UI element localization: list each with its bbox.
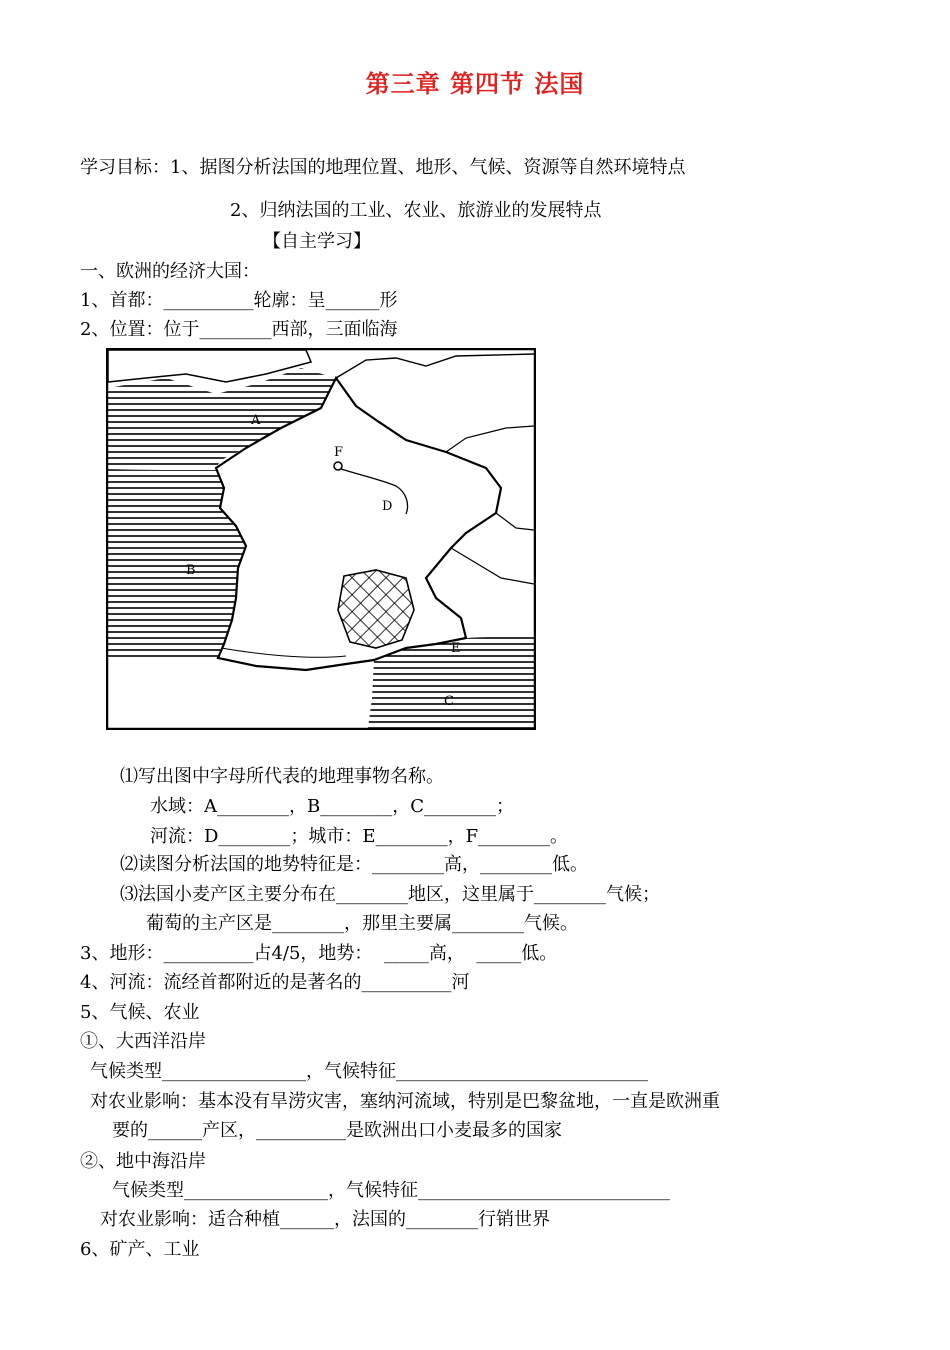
page-title: 第三章 第四节 法国 [365, 69, 585, 98]
map-label-b: B [186, 563, 196, 578]
question-2: 2、位置：位于________西部，三面临海 [80, 319, 398, 340]
question-6: 6、矿产、工业 [80, 1239, 200, 1260]
sub-question-2: ⑵读图分析法国的地势特征是：________高，________低。 [120, 854, 588, 875]
map-label-e: E [451, 641, 461, 656]
learning-goal-1: 学习目标：1、据图分析法国的地理位置、地形、气候、资源等自然环境特点 [80, 157, 686, 178]
france-map [106, 348, 536, 730]
atlantic-heading: ①、大西洋沿岸 [80, 1031, 206, 1052]
sub-question-1: ⑴写出图中字母所代表的地理事物名称。 [120, 766, 444, 787]
mediterranean-climate: 气候类型________________，气候特征____________________________ [112, 1180, 670, 1201]
question-3: 3、地形：__________占4/5，地势： _____高， _____低。 [80, 943, 558, 964]
sub-question-1-water: 水域：A________，B________，C________； [150, 796, 514, 817]
map-label-f: F [334, 445, 344, 460]
question-intro: 一、欧洲的经济大国： [80, 261, 260, 282]
atlantic-agriculture-b: 要的______产区，__________是欧洲出口小麦最多的国家 [112, 1120, 562, 1141]
mediterranean-heading: ②、地中海沿岸 [80, 1151, 206, 1172]
mediterranean-agriculture: 对农业影响：适合种植______，法国的________行销世界 [100, 1209, 550, 1230]
map-label-c: C [444, 694, 454, 709]
sub-question-3b: 葡萄的主产区是________，那里主要属________气候。 [146, 913, 578, 934]
map-label-d: D [382, 499, 393, 514]
map-label-a: A [251, 413, 261, 428]
sub-question-1-river: 河流：D________；城市：E________，F________。 [150, 826, 569, 847]
atlantic-climate: 气候类型________________，气候特征____________________________ [90, 1061, 648, 1082]
question-5: 5、气候、农业 [80, 1002, 200, 1023]
atlantic-agriculture-a: 对农业影响：基本没有旱涝灾害，塞纳河流域，特别是巴黎盆地，一直是欧洲重 [90, 1091, 720, 1112]
question-4: 4、河流：流经首都附近的是著名的__________河 [80, 972, 470, 993]
section-heading: 【自主学习】 [263, 231, 371, 252]
sub-question-3a: ⑶法国小麦产区主要分布在________地区，这里属于________气候； [120, 884, 660, 905]
learning-goal-2: 2、归纳法国的工业、农业、旅游业的发展特点 [230, 200, 602, 221]
question-1: 1、首都：__________轮廓：呈______形 [80, 290, 398, 311]
